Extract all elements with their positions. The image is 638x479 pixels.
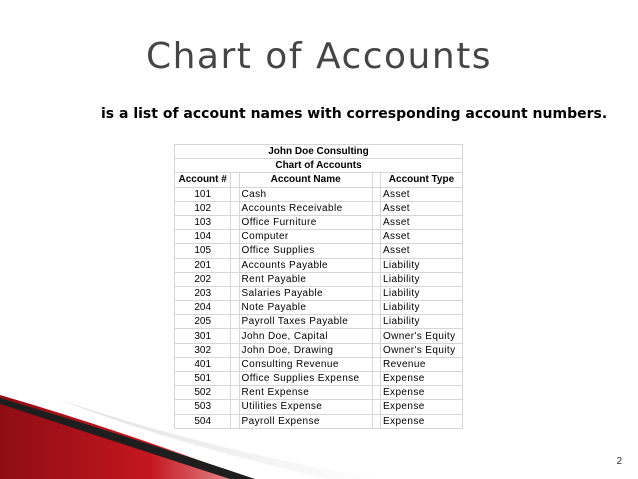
table-row xyxy=(175,357,463,371)
table-row xyxy=(175,386,463,400)
account-number: 101 xyxy=(175,187,231,201)
account-type: Expense xyxy=(380,414,462,428)
account-type: Asset xyxy=(380,230,462,244)
account-name: Cash xyxy=(239,187,372,201)
account-type: Liability xyxy=(380,286,462,300)
account-type: Owner's Equity xyxy=(380,343,462,357)
account-number: 204 xyxy=(175,301,231,315)
account-name: John Doe, Drawing xyxy=(239,343,372,357)
account-type: Liability xyxy=(380,315,462,329)
account-type: Liability xyxy=(380,258,462,272)
account-number: 202 xyxy=(175,272,231,286)
account-name: Rent Payable xyxy=(239,272,372,286)
account-number: 301 xyxy=(175,329,231,343)
account-type: Liability xyxy=(380,272,462,286)
account-name: Office Furniture xyxy=(239,215,372,229)
account-type: Asset xyxy=(380,187,462,201)
account-name: Rent Expense xyxy=(239,386,372,400)
account-name: John Doe, Capital xyxy=(239,329,372,343)
table-row xyxy=(175,301,463,315)
account-type: Revenue xyxy=(380,357,462,371)
page-number: 2 xyxy=(616,456,622,467)
table-row xyxy=(175,343,463,357)
report-title: Chart of Accounts xyxy=(175,159,463,173)
account-number: 302 xyxy=(175,343,231,357)
company-name: John Doe Consulting xyxy=(175,145,463,159)
header-account-name: Account Name xyxy=(239,173,372,187)
account-name: Payroll Taxes Payable xyxy=(239,315,372,329)
account-type: Expense xyxy=(380,400,462,414)
table-row xyxy=(175,400,463,414)
account-name: Payroll Expense xyxy=(239,414,372,428)
account-number: 502 xyxy=(175,386,231,400)
account-type: Expense xyxy=(380,372,462,386)
account-number: 205 xyxy=(175,315,231,329)
table-row xyxy=(175,414,463,428)
account-number: 201 xyxy=(175,258,231,272)
table-row xyxy=(175,329,463,343)
account-number: 503 xyxy=(175,400,231,414)
account-number: 504 xyxy=(175,414,231,428)
table-row xyxy=(175,372,463,386)
account-type: Liability xyxy=(380,301,462,315)
account-name: Utilities Expense xyxy=(239,400,372,414)
slide-title: Chart of Accounts xyxy=(145,36,493,77)
account-name: Salaries Payable xyxy=(239,286,372,300)
account-number: 104 xyxy=(175,230,231,244)
table-row xyxy=(175,315,463,329)
table-row xyxy=(175,272,463,286)
account-number: 501 xyxy=(175,372,231,386)
header-account-type: Account Type xyxy=(380,173,462,187)
account-type: Owner's Equity xyxy=(380,329,462,343)
table-row xyxy=(175,286,463,300)
account-number: 103 xyxy=(175,215,231,229)
account-type: Asset xyxy=(380,244,462,258)
chart-of-accounts-table xyxy=(174,144,463,429)
account-name: Office Supplies xyxy=(239,244,372,258)
account-name: Accounts Payable xyxy=(239,258,372,272)
account-type: Expense xyxy=(380,386,462,400)
account-type: Asset xyxy=(380,201,462,215)
column-header-row xyxy=(175,173,463,187)
account-name: Computer xyxy=(239,230,372,244)
account-number: 203 xyxy=(175,286,231,300)
account-name: Accounts Receivable xyxy=(239,201,372,215)
table-row xyxy=(175,187,463,201)
table-row xyxy=(175,215,463,229)
account-name: Office Supplies Expense xyxy=(239,372,372,386)
table-row xyxy=(175,201,463,215)
slide-subtitle: is a list of account names with corresponding account numbers. xyxy=(101,106,608,122)
account-number: 401 xyxy=(175,357,231,371)
header-account-number: Account # xyxy=(175,173,231,187)
account-type: Asset xyxy=(380,215,462,229)
account-name: Note Payable xyxy=(239,301,372,315)
table-row xyxy=(175,244,463,258)
table-row xyxy=(175,258,463,272)
table-row xyxy=(175,230,463,244)
account-number: 105 xyxy=(175,244,231,258)
account-number: 102 xyxy=(175,201,231,215)
account-name: Consulting Revenue xyxy=(239,357,372,371)
